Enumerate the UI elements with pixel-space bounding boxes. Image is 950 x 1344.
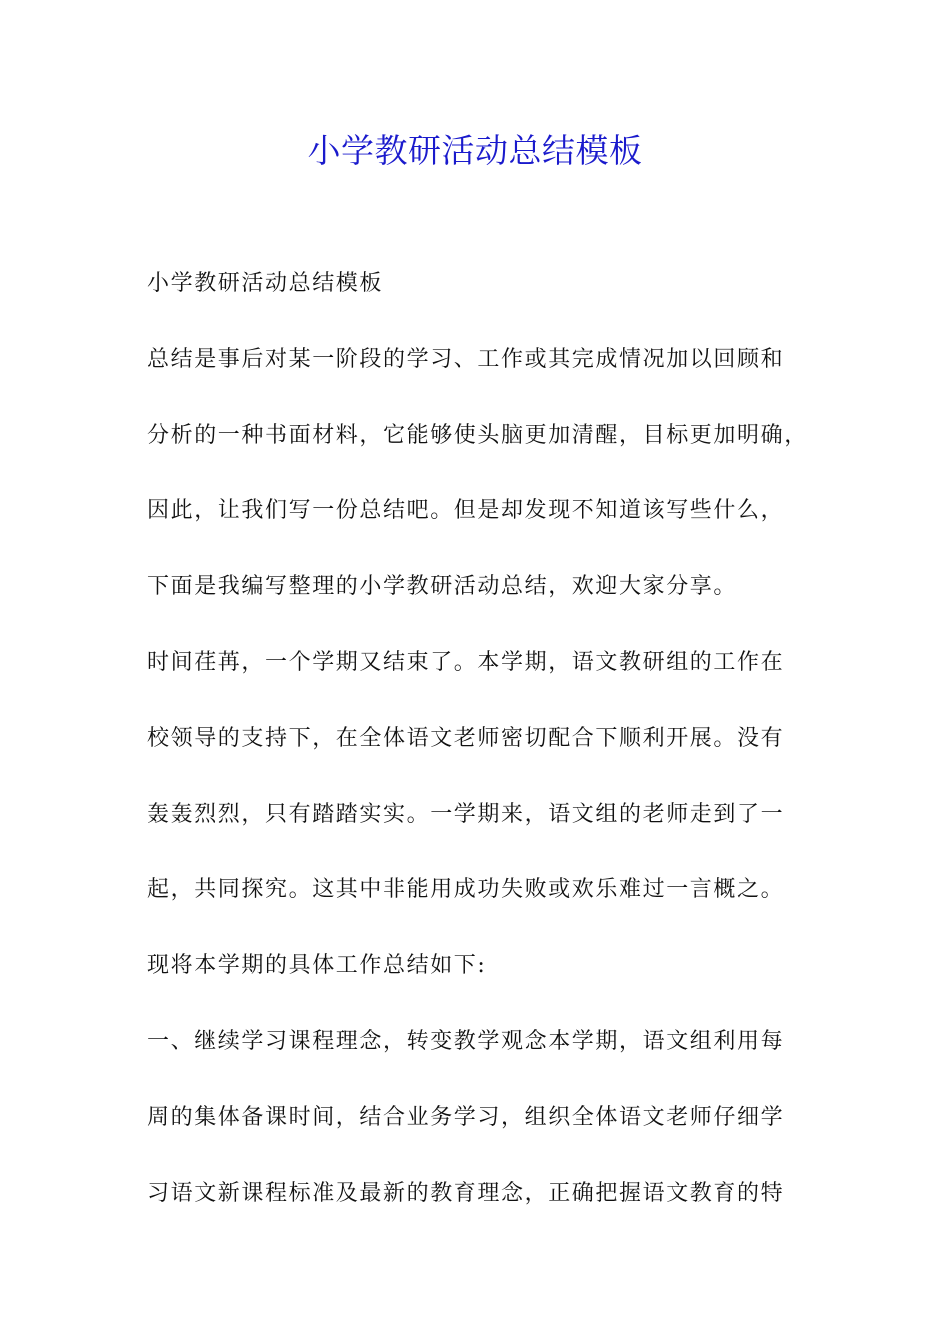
body-line: 分析的一种书面材料，它能够使头脑更加清醒，目标更加明确， <box>147 422 808 448</box>
body-line: 一、继续学习课程理念，转变教学观念本学期，语文组利用每 <box>147 1028 785 1054</box>
body-line: 轰轰烈烈，只有踏踏实实。一学期来，语文组的老师走到了一 <box>147 801 785 827</box>
body-line: 因此，让我们写一份总结吧。但是却发现不知道该写些什么， <box>147 498 785 524</box>
body-line: 时间荏苒，一个学期又结束了。本学期，语文教研组的工作在 <box>147 649 785 675</box>
body-line: 现将本学期的具体工作总结如下: <box>147 953 487 979</box>
document-title: 小学教研活动总结模板 <box>307 131 643 170</box>
body-line: 总结是事后对某一阶段的学习、工作或其完成情况加以回顾和 <box>147 346 785 372</box>
body-line: 小学教研活动总结模板 <box>147 271 384 296</box>
body-line: 校领导的支持下，在全体语文老师密切配合下顺利开展。没有 <box>147 725 785 751</box>
document-body <box>147 262 827 1247</box>
body-line: 起，共同探究。这其中非能用成功失败或欢乐难过一言概之。 <box>147 877 785 903</box>
body-line: 周的集体备课时间，结合业务学习，组织全体语文老师仔细学 <box>147 1104 785 1130</box>
body-line: 下面是我编写整理的小学教研活动总结，欢迎大家分享。 <box>147 574 738 600</box>
body-line: 习语文新课程标准及最新的教育理念，正确把握语文教育的特 <box>147 1180 785 1206</box>
